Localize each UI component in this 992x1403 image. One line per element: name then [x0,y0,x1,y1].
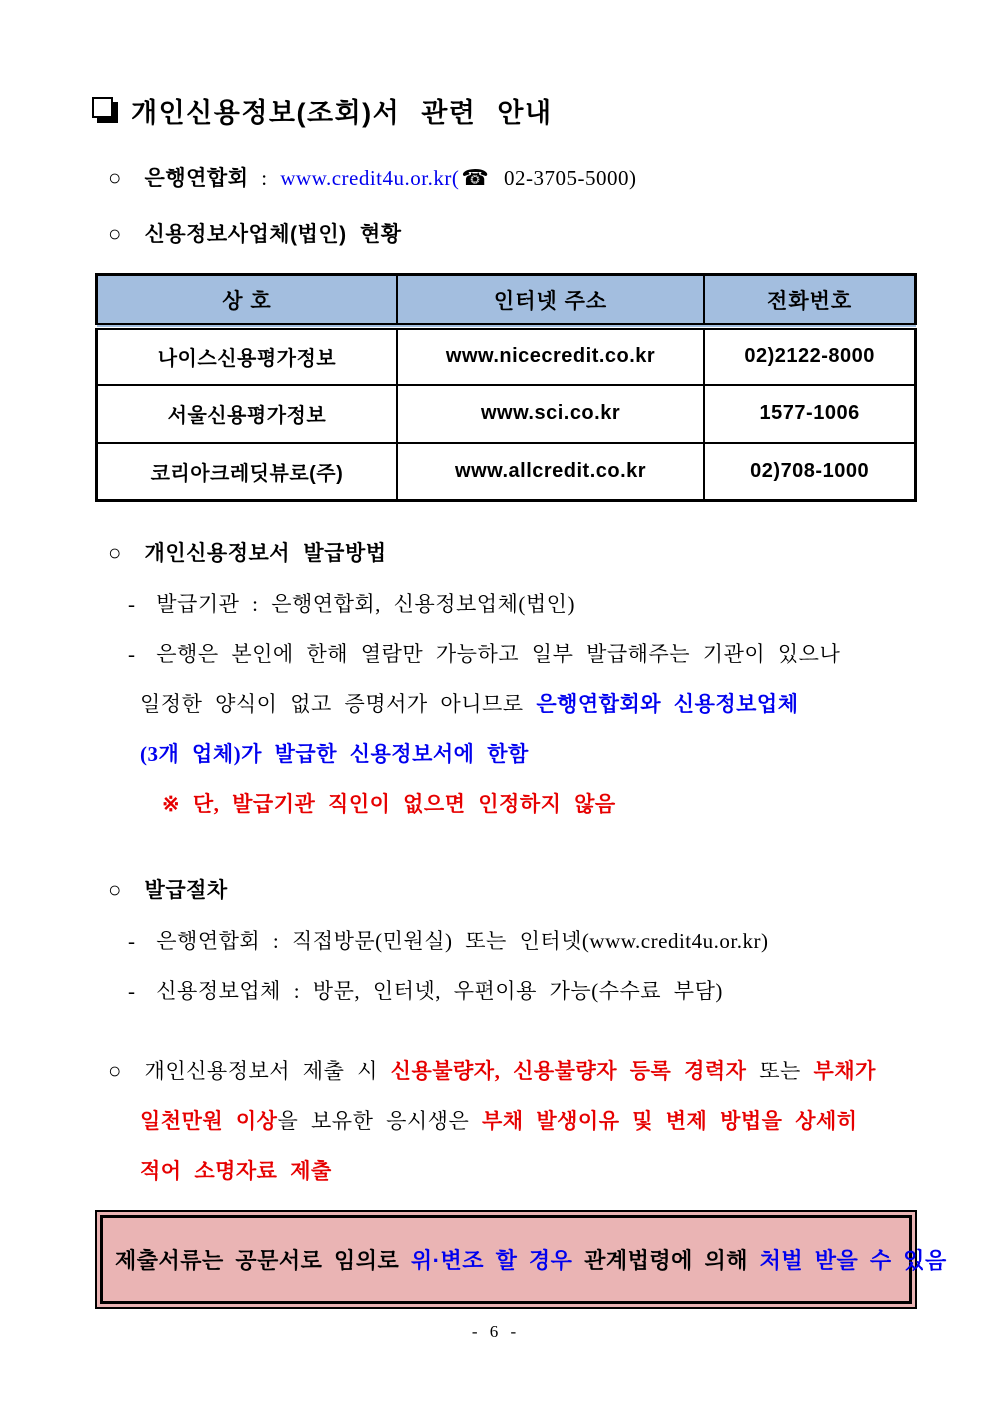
submission-text-red: 부채가 [813,1059,876,1083]
table-header-company: 상 호 [97,275,397,327]
company-phone: 02)2122-8000 [704,327,915,385]
procedure-item-text: 은행연합회 : 직접방문(민원실) 또는 인터넷(www.credit4u.or.kr) [156,929,769,953]
circle-bullet-icon: ○ [108,1058,122,1083]
procedure-item [92,966,922,1016]
dash-bullet-icon: - [128,592,136,616]
table-header-url: 인터넷 주소 [397,275,704,327]
submission-text-red: 일천만원 이상 [140,1109,278,1133]
company-name: 서울신용평가정보 [97,385,397,443]
company-phone: 1577-1006 [704,385,915,443]
page-title-text: 개인신용정보(조회)서 관련 안내 [131,97,553,128]
submission-text-black: 을 보유한 응시생은 [277,1109,470,1133]
company-url: www.sci.co.kr [397,385,704,443]
bank-association-phone: 02-3705-5000) [504,166,637,190]
warning-text-blue: 위·변조 할 경우 [410,1248,573,1273]
issue-method-item [92,579,922,629]
circle-bullet-icon: ○ [108,540,122,565]
issue-method-item-text: 일정한 양식이 없고 증명서가 아니므로 [140,692,524,716]
shadowed-square-bullet-icon [92,97,113,118]
issue-method-item-text: 은행은 본인에 한해 열람만 가능하고 일부 발급해주는 기관이 있으나 [156,642,841,666]
procedure-heading-text: 발급절차 [144,879,228,902]
dash-bullet-icon: - [128,979,136,1003]
issue-method-item-continued [92,679,922,729]
submission-text-red: 신용불량자 등록 경력자 [513,1059,747,1083]
colon: : [261,166,268,190]
warning-box-inner [100,1215,947,1304]
company-status-heading [92,212,922,257]
submission-line-3 [92,1146,922,1196]
company-url: www.allcredit.co.kr [397,443,704,501]
submission-text-red: 적어 소명자료 제출 [140,1159,332,1183]
submission-line-2 [92,1096,922,1146]
page-title [92,90,922,130]
table-header-row [97,275,916,327]
company-name: 코리아크레딧뷰로(주) [97,443,397,501]
credit4u-url-link[interactable]: www.credit4u.or.kr( [280,166,460,190]
issue-method-emphasis-blue: 은행연합회와 신용정보업체 [536,692,799,716]
company-status-heading-text: 신용정보사업체(법인) 현황 [144,223,402,246]
issue-method-heading-text: 개인신용정보서 발급방법 [144,542,387,565]
company-phone: 02)708-1000 [704,443,915,501]
warning-box [95,1210,947,1309]
issue-method-note-text: 단, 발급기관 직인이 없으면 인정하지 않음 [192,792,616,816]
submission-text-black: 개인신용정보서 제출 시 [144,1059,378,1083]
warning-text-black: 제출서류는 공문서로 임의로 [115,1248,400,1273]
table-row [97,385,916,443]
circle-bullet-icon: ○ [108,877,122,902]
page-number: - 6 - [471,1322,521,1341]
circle-bullet-icon: ○ [108,221,122,246]
company-url: www.nicecredit.co.kr [397,327,704,385]
dash-bullet-icon: - [128,929,136,953]
warning-text-blue: 처벌 받을 수 있음 [759,1248,947,1273]
submission-text-black: 또는 [759,1059,801,1083]
submission-text-red: 부채 발생이유 및 변제 방법을 상세히 [482,1109,858,1133]
phone-icon: ☎ [461,165,490,190]
dash-bullet-icon: - [128,642,136,666]
submission-text-red: 신용불량자, [390,1059,501,1083]
procedure-heading [92,865,922,916]
company-name: 나이스신용평가정보 [157,348,337,371]
issue-method-item-continued [92,729,922,779]
bank-association-label: 은행연합회 [144,166,249,190]
issue-method-heading [92,528,922,579]
issue-method-item [92,629,922,679]
circle-bullet-icon: ○ [108,165,122,190]
submission-line-1 [92,1046,922,1096]
procedure-item [92,916,922,966]
issue-method-emphasis-blue: (3개 업체)가 발급한 신용정보서에 한함 [140,742,529,766]
bank-association-line [92,156,922,200]
issue-method-note [92,779,922,829]
issue-method-item-text: 발급기관 : 은행연합회, 신용정보업체(법인) [156,592,575,616]
table-header-phone: 전화번호 [704,275,915,327]
credit-agency-table [95,273,917,502]
table-row [97,443,916,501]
note-mark-icon: ※ [162,792,181,816]
warning-text-black: 관계법령에 의해 [584,1248,748,1273]
table-row [97,327,916,385]
procedure-item-text: 신용정보업체 : 방문, 인터넷, 우편이용 가능(수수료 부담) [156,979,723,1003]
